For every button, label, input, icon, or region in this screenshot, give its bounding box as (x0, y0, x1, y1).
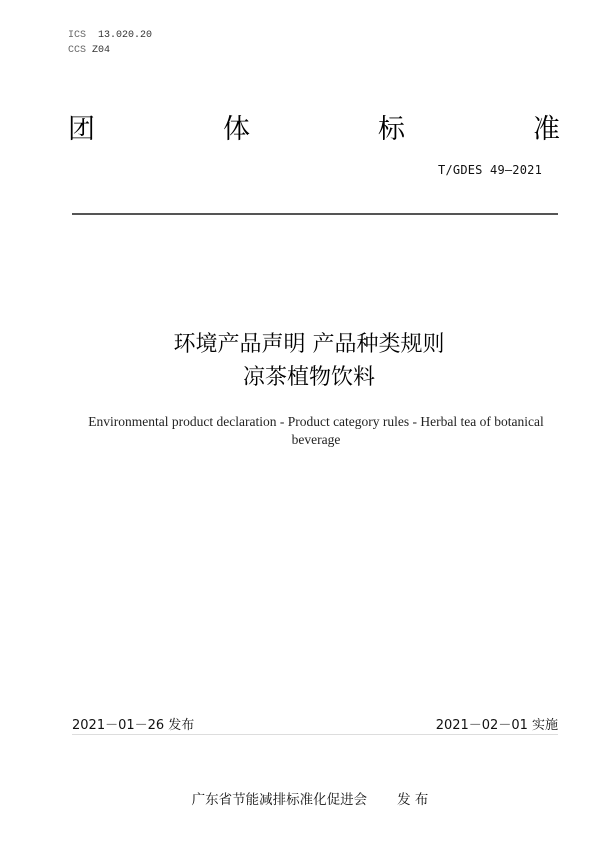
publisher-organization: 广东省节能减排标准化促进会 (191, 792, 368, 808)
ics-label: ICS (68, 30, 87, 41)
ccs-code (68, 43, 152, 58)
chinese-title (0, 328, 600, 394)
ccs-value: Z04 (92, 45, 111, 56)
implementation-date: 2021－02－01 实施 (435, 718, 558, 733)
ics-code (68, 28, 152, 43)
standard-type-char: 准 (533, 114, 560, 145)
standard-number: T/GDES 49—2021 (438, 163, 542, 177)
english-title-line-1: Environmental product declaration - Product category rules - Herbal tea of botanical (88, 414, 544, 429)
standard-type-char: 标 (378, 114, 405, 145)
standard-type-char: 体 (223, 114, 250, 145)
ics-value: 13.020.20 (98, 30, 153, 41)
classification-codes (68, 28, 152, 58)
footer-divider (72, 734, 558, 735)
ccs-label: CCS (68, 45, 87, 56)
english-title-line-2: beverage (291, 432, 341, 447)
standard-type-char: 团 (68, 114, 95, 145)
chinese-title-line-2: 凉茶植物饮料 (242, 365, 375, 390)
publisher-action: 发 布 (397, 792, 429, 808)
standard-type-heading (68, 112, 560, 148)
publisher-line (0, 788, 600, 808)
header-divider (72, 213, 558, 215)
chinese-title-line-1: 环境产品声明 产品种类规则 (173, 332, 445, 357)
publish-date: 2021－01－26 发布 (72, 718, 195, 733)
english-title (70, 413, 562, 449)
